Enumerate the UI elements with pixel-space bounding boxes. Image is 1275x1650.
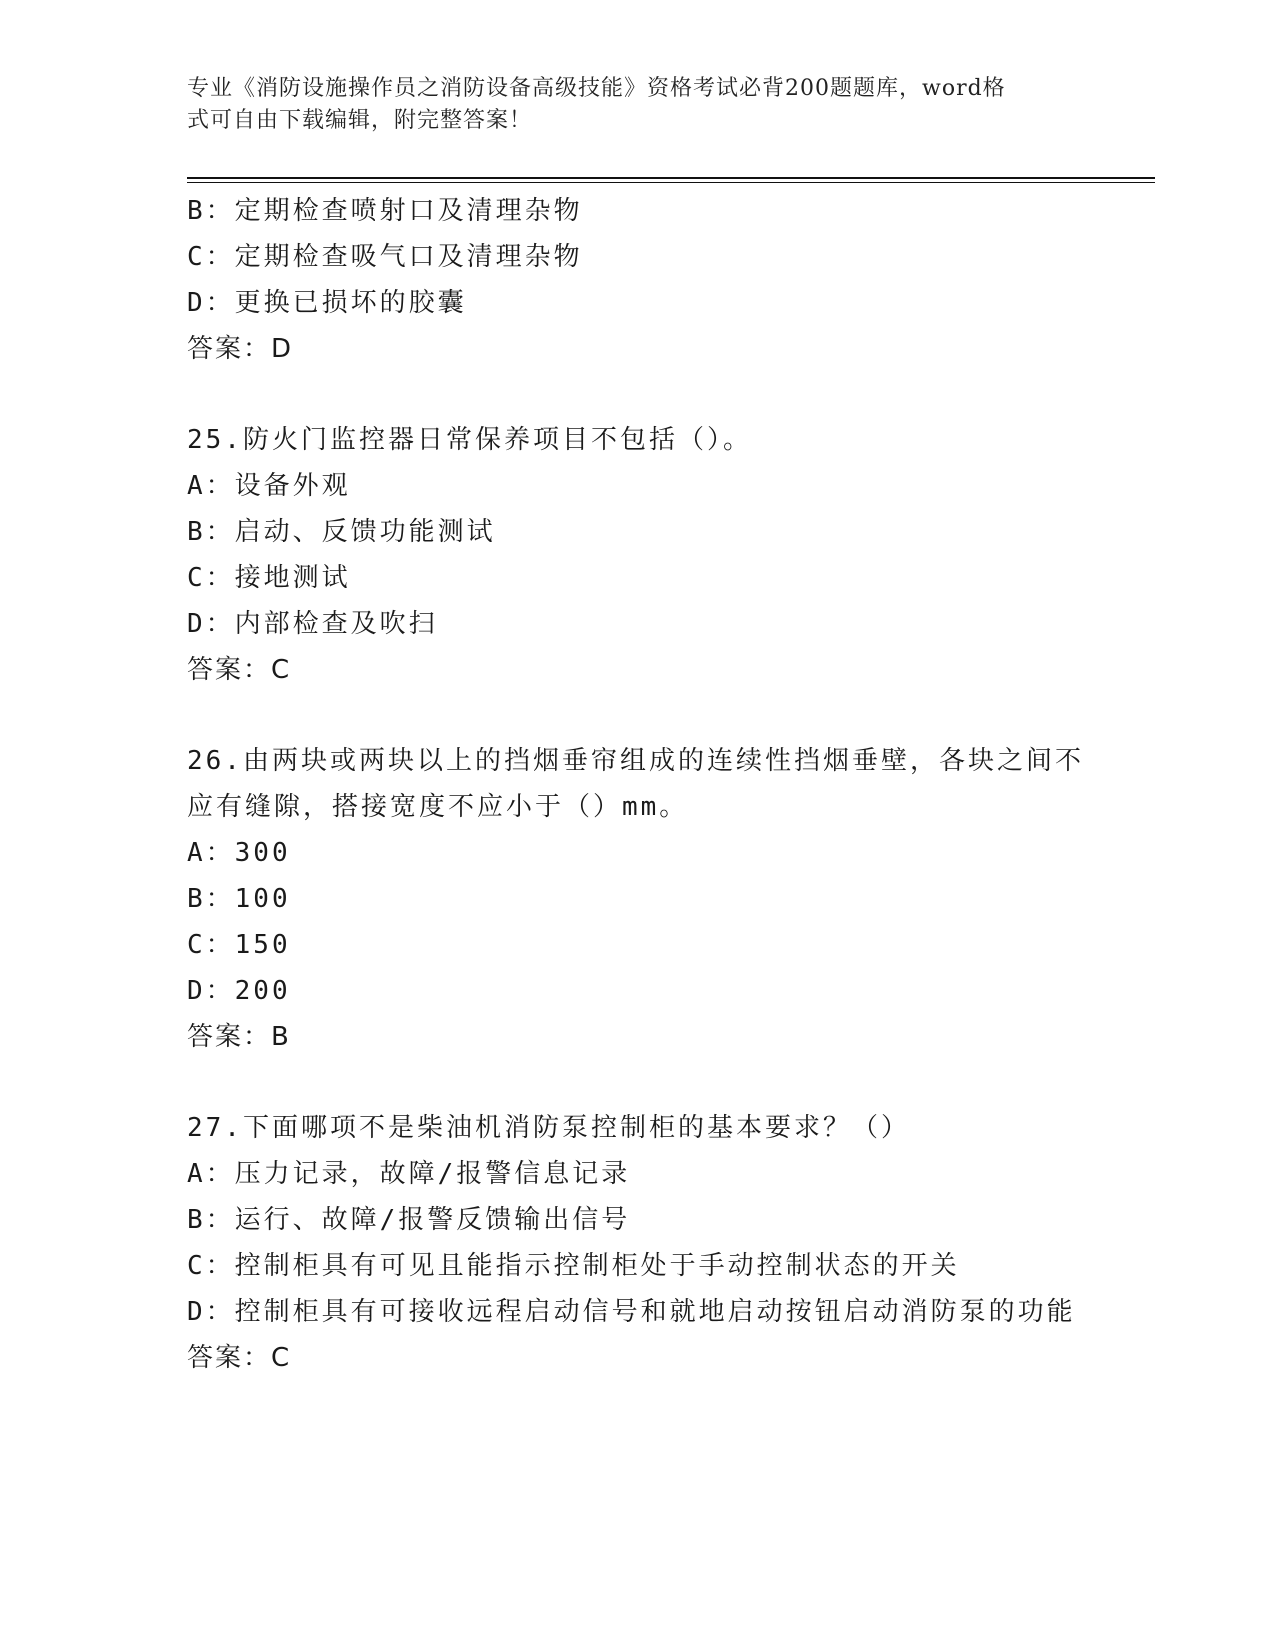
header-divider-thin — [187, 182, 1155, 183]
option-d: D：更换已损坏的胶囊 — [187, 288, 467, 318]
header-line-2: 式可自由下载编辑，附完整答案！ — [187, 108, 533, 133]
question-stem-continued: 应有缝隙，搭接宽度不应小于（）mm。 — [187, 792, 689, 822]
option-a: A：压力记录，故障/报警信息记录 — [187, 1159, 631, 1189]
option-a: A：设备外观 — [187, 471, 351, 501]
document-header — [187, 73, 1087, 137]
option-b: B：启动、反馈功能测试 — [187, 517, 496, 547]
spacer — [187, 693, 1087, 738]
option-d: D：200 — [187, 976, 291, 1006]
question-25 — [187, 417, 1087, 693]
question-26 — [187, 738, 1087, 1060]
question-27 — [187, 1105, 1087, 1381]
option-c: C：接地测试 — [187, 563, 351, 593]
question-list — [187, 188, 1087, 1381]
question-stem: 26.由两块或两块以上的挡烟垂帘组成的连续性挡烟垂壁，各块之间不 — [187, 746, 1084, 776]
spacer — [187, 1060, 1087, 1105]
option-c: C：定期检查吸气口及清理杂物 — [187, 242, 583, 272]
option-c: C：控制柜具有可见且能指示控制柜处于手动控制状态的开关 — [187, 1251, 960, 1281]
option-b: B：定期检查喷射口及清理杂物 — [187, 196, 583, 226]
spacer — [187, 372, 1087, 417]
option-b: B：运行、故障/报警反馈输出信号 — [187, 1205, 631, 1235]
answer-line: 答案：C — [187, 1343, 292, 1373]
option-b: B：100 — [187, 884, 291, 914]
header-line-1: 专业《消防设施操作员之消防设备高级技能》资格考试必背200题题库，word格 — [187, 76, 1006, 101]
option-d: D：控制柜具有可接收远程启动信号和就地启动按钮启动消防泵的功能 — [187, 1297, 1076, 1327]
question-stem: 25.防火门监控器日常保养项目不包括（）。 — [187, 425, 752, 455]
option-a: A：300 — [187, 838, 291, 868]
answer-line: 答案：C — [187, 655, 292, 685]
header-divider-thick — [187, 177, 1155, 179]
option-c: C：150 — [187, 930, 291, 960]
question-24-partial — [187, 188, 1087, 372]
option-d: D：内部检查及吹扫 — [187, 609, 438, 639]
answer-line: 答案：B — [187, 1022, 291, 1052]
question-stem: 27.下面哪项不是柴油机消防泵控制柜的基本要求？（） — [187, 1113, 910, 1143]
answer-line: 答案：D — [187, 334, 294, 364]
